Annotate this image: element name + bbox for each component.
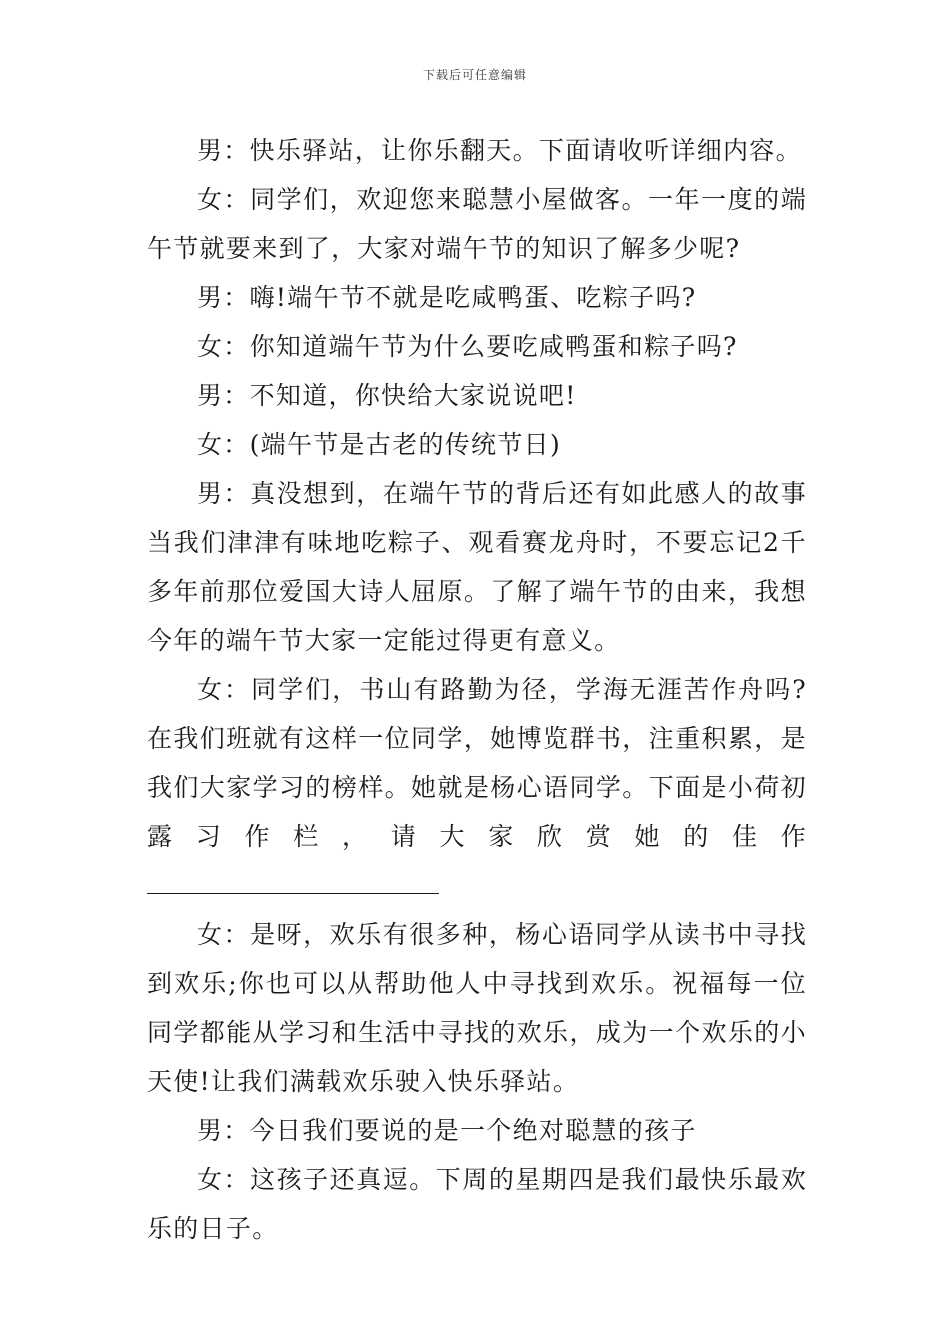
paragraph: 女：这孩子还真逗。下周的星期四是我们最快乐最欢乐的日子。 [147,1165,807,1243]
paragraph: 男：今日我们要说的是一个绝对聪慧的孩子 [197,1116,697,1145]
paragraph-text: 女：同学们，书山有路勤为径，学海无涯苦作舟吗?在我们班就有这样一位同学，她博览群书，注重积累，是我们大家学习的榜样。她就是杨心语同学。下面是小荷初露习作栏，请大家欣赏她的佳作 [147,675,807,851]
paragraph: 女：(端午节是古老的传统节日) [197,430,562,459]
paragraph: 男：快乐驿站，让你乐翻天。下面请收听详细内容。 [197,136,802,165]
paragraph: 男：嗨!端午节不就是吃咸鸭蛋、吃粽子吗? [197,283,697,312]
header-note: 下载后可任意编辑 [422,68,527,82]
paragraph: 男：不知道，你快给大家说说吧! [197,381,577,410]
document-body [147,126,807,1253]
fill-in-blank-line [147,869,439,894]
paragraph: 女：你知道端午节为什么要吃咸鸭蛋和粽子吗? [197,332,738,361]
paragraph-with-blank [147,665,807,910]
paragraph: 男：真没想到，在端午节的背后还有如此感人的故事当我们津津有味地吃粽子、观看赛龙舟时，不要忘记2千多年前那位爱国大诗人屈原。了解了端午节的由来，我想今年的端午节大家一定能过得更有意义。 [147,479,807,655]
paragraph: 女：是呀，欢乐有很多种，杨心语同学从读书中寻找到欢乐;你也可以从帮助他人中寻找到欢乐。祝福每一位同学都能从学习和生活中寻找的欢乐，成为一个欢乐的小天使!让我们满载欢乐驶入快乐驿站。 [147,920,807,1096]
paragraph: 女：同学们，欢迎您来聪慧小屋做客。一年一度的端午节就要来到了，大家对端午节的知识了解多少呢? [147,185,807,263]
